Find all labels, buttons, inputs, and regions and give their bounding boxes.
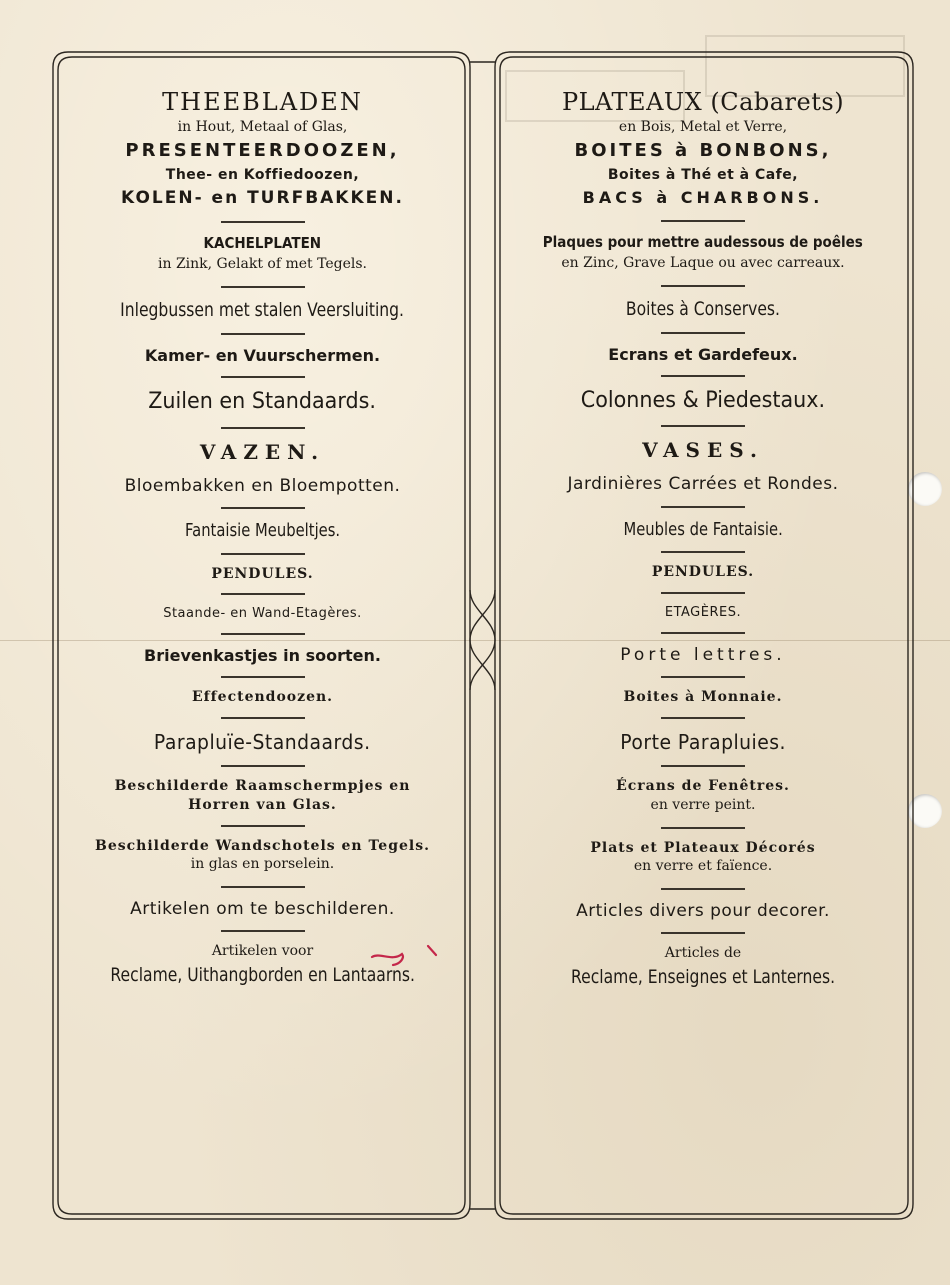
divider-rule (221, 286, 305, 288)
left-entry-text: in glas en porselein. (190, 856, 335, 873)
divider-rule (221, 633, 305, 635)
divider-rule (661, 551, 745, 553)
right-entry-text: PENDULES. (651, 564, 755, 581)
left-entry-text: Kamer- en Vuurschermen. (144, 345, 381, 365)
divider-rule (221, 930, 305, 932)
divider-rule (221, 507, 305, 509)
divider-rule (661, 220, 745, 222)
right-entry-text: Porte lettres. (620, 644, 786, 665)
divider-rule (661, 717, 745, 719)
left-entry-text: Bloembakken en Bloempotten. (124, 475, 401, 496)
divider-rule (661, 285, 745, 287)
right-entry-text: VASES. (642, 438, 764, 463)
right-entry-text: Articles divers pour decorer. (576, 901, 830, 922)
left-entry-text: Fantaisie Meubeltjes. (184, 519, 341, 541)
left-entry-text: Beschilderde Raamschermpjes en (114, 777, 411, 794)
right-entry-text: Boites à Thé et à Cafe, (607, 167, 799, 184)
divider-rule (661, 676, 745, 678)
right-entry-text: Meubles de Fantaisie. (623, 518, 783, 540)
left-entry-text: Artikelen om te beschilderen. (130, 899, 395, 920)
right-entry-text: Écrans de Fenêtres. (616, 777, 790, 794)
right-entry-text: BACS à CHARBONS. (582, 187, 824, 207)
left-entry-text: Brievenkastjes in soorten. (144, 645, 381, 665)
divider-rule (221, 676, 305, 678)
right-entry-text: Ecrans et Gardefeux. (608, 344, 798, 364)
divider-rule (661, 506, 745, 508)
right-entry-text: Articles de (664, 945, 742, 962)
divider-rule (221, 717, 305, 719)
divider-rule (221, 593, 305, 595)
divider-rule (661, 375, 745, 377)
left-entry-text: Zuilen en Standaards. (148, 389, 377, 415)
right-entry-text: Boites à Monnaie. (623, 689, 783, 706)
divider-rule (221, 427, 305, 429)
divider-rule (661, 827, 745, 829)
left-entry-text: PENDULES. (211, 565, 314, 582)
right-entry-text: PLATEAUX (Cabarets) (561, 88, 845, 116)
right-entry-text: Porte Parapluies. (620, 729, 786, 754)
right-entry-text: en verre et faïence. (633, 858, 773, 875)
left-entry-text: PRESENTEERDOOZEN, (125, 139, 400, 161)
left-entry-text: Horren van Glas. (188, 796, 337, 813)
left-entry-text: Parapluïe-Standaards. (154, 729, 371, 754)
left-entry-text: Effectendoozen. (191, 689, 334, 706)
right-entry-text: en Bois, Metal et Verre, (618, 118, 788, 135)
left-entry-text: VAZEN. (199, 439, 326, 464)
left-entry-text: Beschilderde Wandschotels en Tegels. (95, 837, 430, 854)
left-entry-text: Staande- en Wand-Etagères. (163, 606, 362, 622)
left-entry-text: Inlegbussen met stalen Veersluiting. (120, 299, 405, 322)
right-entry-text: BOITES à BONBONS, (574, 139, 832, 161)
divider-rule (221, 221, 305, 223)
left-entry-text: in Zink, Gelakt of met Tegels. (158, 256, 367, 273)
divider-rule (221, 886, 305, 888)
divider-rule (661, 632, 745, 634)
divider-rule (221, 825, 305, 827)
left-entry-text: in Hout, Metaal of Glas, (177, 118, 348, 135)
divider-rule (661, 765, 745, 767)
divider-rule (661, 332, 745, 334)
left-entry-text: Reclame, Uithangborden en Lantaarns. (110, 964, 415, 987)
divider-rule (661, 932, 745, 934)
right-entry-text: en verre peint. (650, 796, 756, 813)
left-entry-text: KACHELPLATEN (203, 234, 322, 253)
right-entry-text: Colonnes & Piedestaux. (580, 387, 826, 413)
left-entry-text: Artikelen voor (211, 943, 314, 960)
right-entry-text: Plaques pour mettre audessous de poêles (542, 233, 864, 252)
right-entry-text: ETAGÈRES. (664, 605, 742, 621)
right-entry-text: Jardinières Carrées et Rondes. (567, 474, 839, 495)
french-product-list (508, 88, 898, 991)
left-entry-text: THEEBLADEN (162, 88, 363, 116)
divider-rule (221, 553, 305, 555)
left-entry-text: Thee- en Koffiedoozen, (165, 167, 360, 184)
divider-rule (221, 376, 305, 378)
right-entry-text: Reclame, Enseignes et Lanternes. (570, 966, 836, 989)
divider-rule (661, 592, 745, 594)
right-entry-text: Plats et Plateaux Décorés (590, 839, 816, 856)
divider-rule (661, 425, 745, 427)
divider-rule (661, 888, 745, 890)
left-entry-text: KOLEN- en TURFBAKKEN. (121, 187, 404, 208)
divider-rule (221, 765, 305, 767)
divider-rule (221, 333, 305, 335)
right-entry-text: en Zinc, Grave Laque ou avec carreaux. (561, 255, 845, 272)
dutch-product-list (70, 88, 455, 989)
right-entry-text: Boites à Conserves. (625, 297, 781, 320)
